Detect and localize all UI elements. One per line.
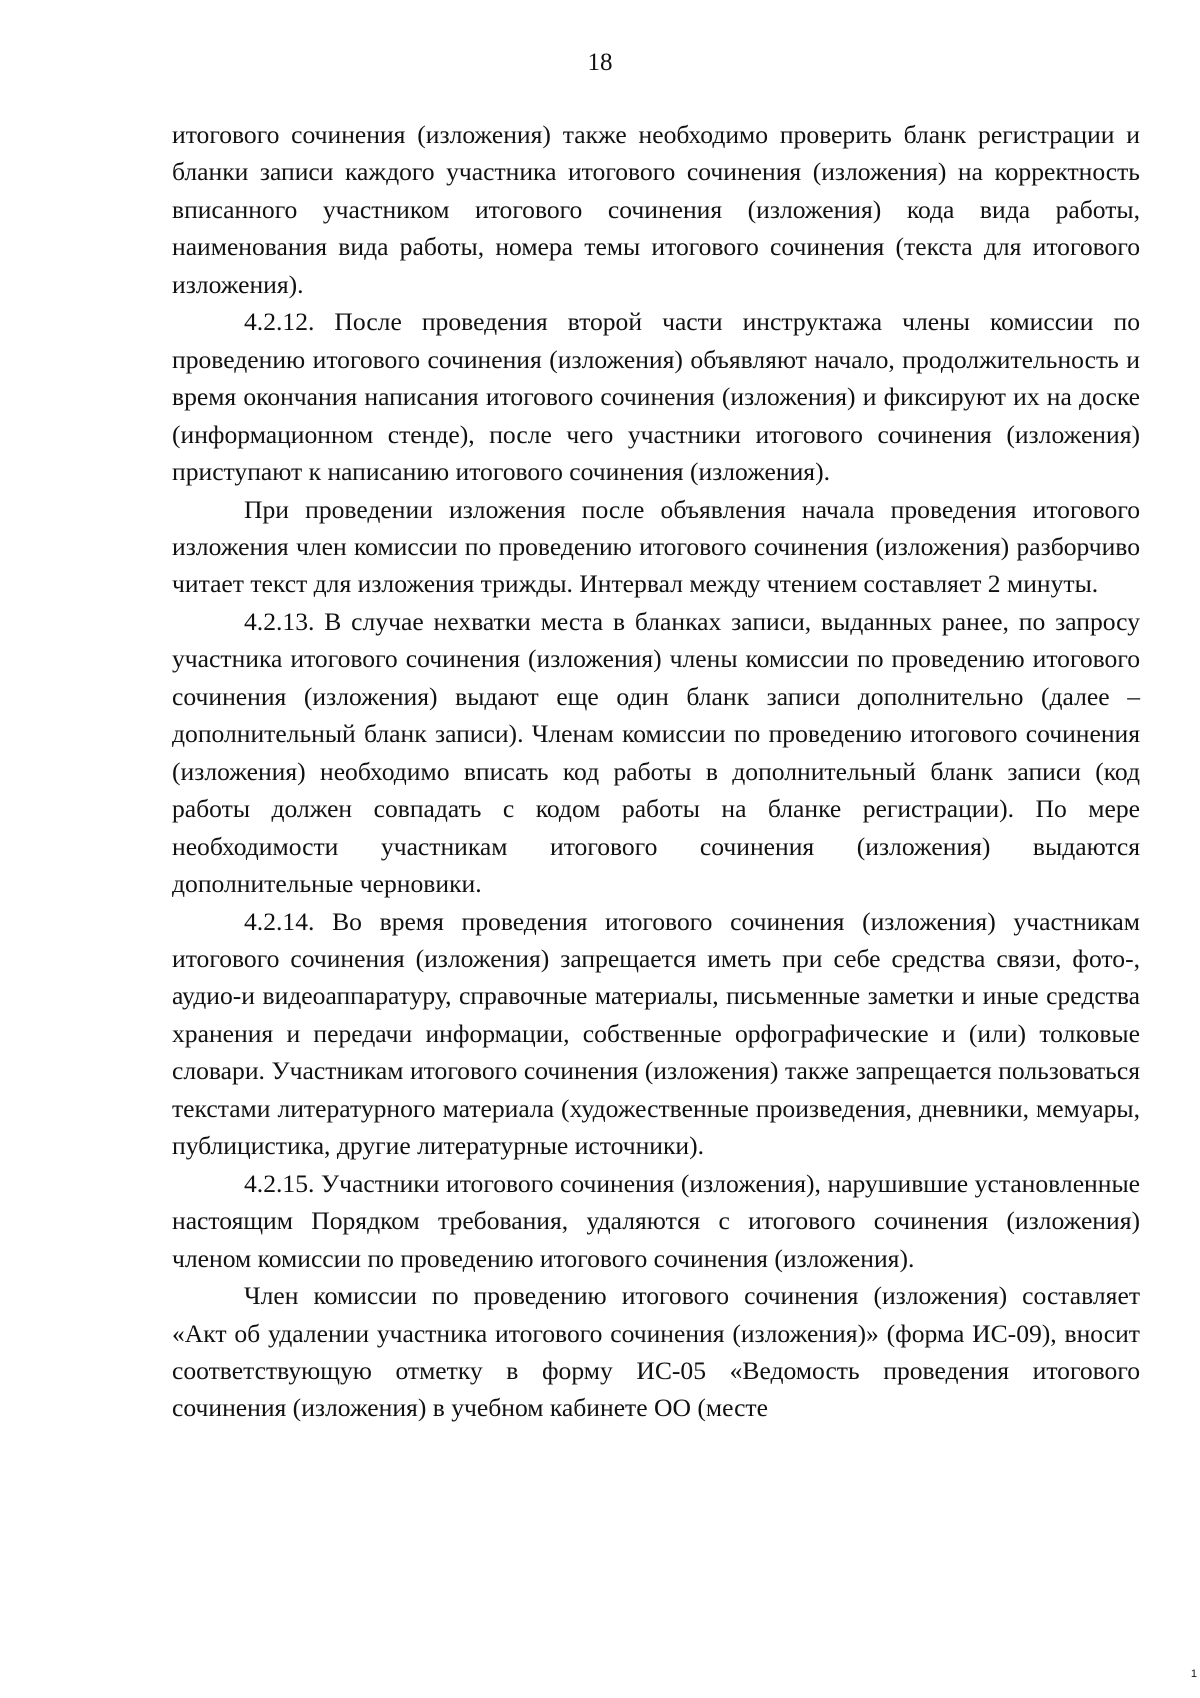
page-number: 18: [587, 49, 613, 76]
paragraph-continuation: итогового сочинения (изложения) также необходимо проверить бланк регистрации и бланки записи каждого участника итогового сочинения (изложения) на корректность вписанного участником итогового сочинения (изложения) кода вида работы, наименования вида работы, номера темы итогового сочинения (текста для итогового изложения).: [172, 120, 1140, 299]
paragraph-4-2-14: 4.2.14. Во время проведения итогового сочинения (изложения) участникам итогового сочинения (изложения) запрещается иметь при себе средства связи, фото-, аудио-и видеоаппаратуру, справочные материалы, письменные заметки и иные средства хранения и передачи информации, собственные орфографические и (или) толковые словари. Участникам итогового сочинения (изложения) также запрещается пользоваться текстами литературного материала (художественные произведения, дневники, мемуары, публицистика, другие литературные источники).: [172, 906, 1140, 1161]
paragraph-4-2-12: 4.2.12. После проведения второй части инструктажа члены комиссии по проведению итогового сочинения (изложения) объявляют начало, продолжительность и время окончания написания итогового сочинения (изложения) и фиксируют их на доске (информационном стенде), после чего участники итогового сочинения (изложения) приступают к написанию итогового сочинения (изложения).: [172, 307, 1140, 487]
paragraph-4-2-15: 4.2.15. Участники итогового сочинения (изложения), нарушившие установленные настоящим Порядком требования, удаляются с итогового сочинения (изложения) членом комиссии по проведению итогового сочинения (изложения).: [172, 1168, 1140, 1273]
paragraph-presentation-reading: При проведении изложения после объявления начала проведения итогового изложения член комиссии по проведению итогового сочинения (изложения) разборчиво читает текст для изложения трижды. Интервал между чтением составляет 2 минуты.: [172, 494, 1140, 599]
paragraph-removal-act: Член комиссии по проведению итогового сочинения (изложения) составляет «Акт об удалении участника итогового сочинения (изложения)» (форма ИС-09), вносит соответствующую отметку в форму ИС-05 «Ведомость проведения итогового сочинения (изложения) в учебном кабинете ОО (месте: [172, 1281, 1140, 1423]
document-body: [172, 116, 1140, 1427]
edge-mark: 1: [1190, 1668, 1197, 1680]
paragraph-4-2-13: 4.2.13. В случае нехватки места в бланках записи, выданных ранее, по запросу участника итогового сочинения (изложения) члены комиссии по проведению итогового сочинения (изложения) выдают еще один бланк записи дополнительно (далее – дополнительный бланк записи). Членам комиссии по проведению итогового сочинения (изложения) необходимо вписать код работы в дополнительный бланк записи (код работы должен совпадать с кодом работы на бланке регистрации). По мере необходимости участникам итогового сочинения (изложения) выдаются дополнительные черновики.: [172, 606, 1140, 899]
